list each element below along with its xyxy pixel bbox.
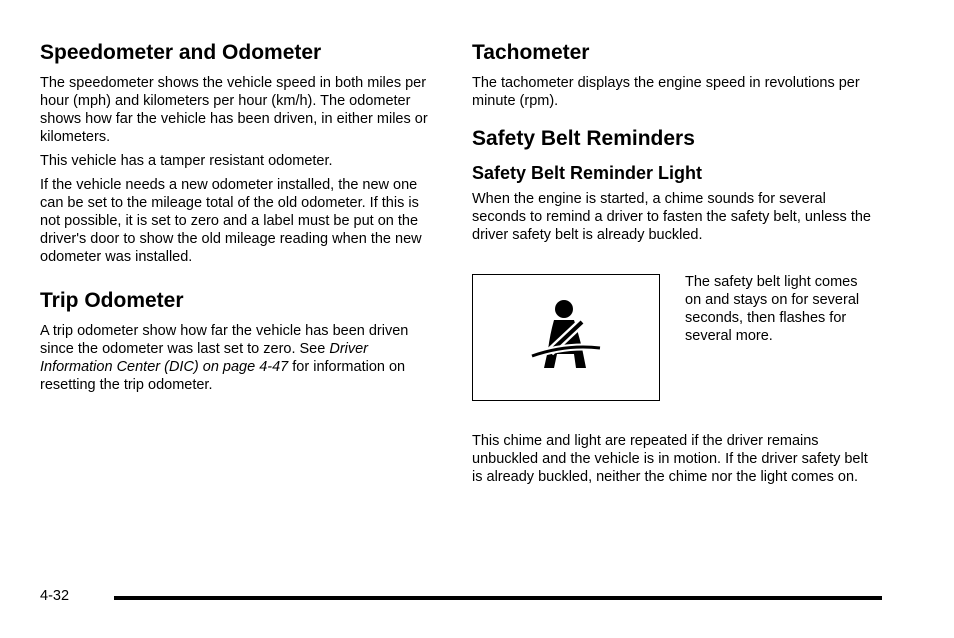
speedometer-heading: Speedometer and Odometer xyxy=(40,41,322,64)
dic-cross-reference-link[interactable]: Driver Information Center (DIC) on page 4-47 xyxy=(40,341,369,375)
safety-belt-figure-caption: The safety belt light comes on and stays on for several seconds, then flashes for several more. xyxy=(685,274,860,344)
left-column xyxy=(40,38,440,400)
speedometer-paragraph-1: The speedometer shows the vehicle speed in both miles per hour (mph) and kilometers per hour (km/h). The odometer shows how far the vehicle has been driven, in either miles or kilometers. xyxy=(40,75,428,145)
safety-belt-paragraph-2: This chime and light are repeated if the driver remains unbuckled and the vehicle is in motion. If the driver safety belt is already buckled, neither the chime nor the light comes on. xyxy=(472,433,868,485)
footer-rule xyxy=(114,596,882,600)
safety-belt-figure xyxy=(472,274,660,401)
trip-odometer-paragraph xyxy=(40,322,440,394)
tachometer-heading: Tachometer xyxy=(472,41,590,64)
speedometer-paragraph-2: This vehicle has a tamper resistant odometer. xyxy=(40,153,333,169)
safety-belt-reminders-heading: Safety Belt Reminders xyxy=(472,127,695,150)
page-number: 4-32 xyxy=(40,588,70,604)
safety-belt-light-subheading: Safety Belt Reminder Light xyxy=(472,163,703,183)
trip-text-start: A trip odometer show how far the vehicle has been driven since the odometer was last set to zero. See xyxy=(40,323,409,357)
trip-odometer-heading: Trip Odometer xyxy=(40,289,184,312)
safety-belt-paragraph-1: When the engine is started, a chime sounds for several seconds to remind a driver to fasten the safety belt, unless the driver safety belt is already buckled. xyxy=(472,191,871,243)
safety-belt-icon xyxy=(526,298,606,378)
tachometer-paragraph: The tachometer displays the engine speed in revolutions per minute (rpm). xyxy=(472,75,860,109)
right-column xyxy=(472,38,872,250)
speedometer-paragraph-3: If the vehicle needs a new odometer installed, the new one can be set to the mileage total of the old odometer. If this is not possible, it is set to zero and a label must be put on the driver's door to show the old mileage reading when the new odometer was installed. xyxy=(40,177,422,265)
trip-text-end: for information on resetting the trip odometer. xyxy=(40,359,406,393)
